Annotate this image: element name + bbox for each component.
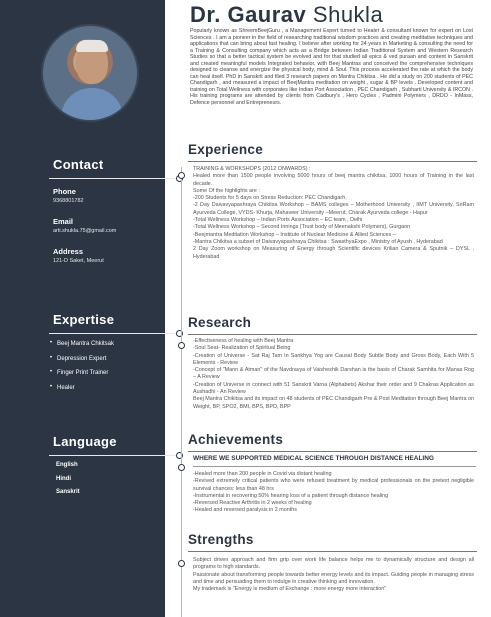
experience-line: -Total Wellness Workshop – Second Innings (Trust body of Meenakshi Polymers), Gurgaon <box>193 224 411 231</box>
experience-line: TRAINING & WORKSHOPS (2012 ONWARDS) : <box>193 166 311 172</box>
experience-line: -Mantra Chikitsa a subset of Daivavyapashraya Chikitsa : SwasthyaExpo , Ministry of Ayush , Hyderabad <box>193 238 443 245</box>
experience-line: 2 Day Zoom workshop on Measuring of Energy through Scientific devices Krilian Camera & Sputnik – DYSL , Hyderabad <box>193 246 474 260</box>
research-line: Beej Mantra Chikitsa and its impact on 48 students of PEC Chandigarh Pre & Post Meditation through Beej Mantra on Weight, BP, SPO2, BMI, BPS, BPD, BPP <box>193 396 474 410</box>
timeline-line <box>181 167 182 617</box>
divider <box>188 551 477 552</box>
expertise-list <box>50 341 114 399</box>
experience-body <box>193 166 474 261</box>
research-line: -Effectiveness of healing with Beej Mantra <box>193 338 294 344</box>
timeline-dot <box>178 172 185 179</box>
language-heading <box>0 434 165 456</box>
divider <box>193 466 476 467</box>
intro-paragraph: Popularly known as ShreemBeejGuru , a Management Expert turned to Healer & consultant known for expert on Lost Sciences . I am a pioneer in the field of researching traditional wisdom practices and creating meditative techniques and applications that can bring about fast healing. I believe after working for 24 years in Marketing & consulting the need for a Training & Consulting company which acts as a Bridge between Indian Traditional System and Western Research Studies so that a better tactical system be evolved and for that studied all epics & ved puraan and content in Sanskrit and created meaningful models Integrated behavior, with Beej Mantras and conceived the comprehensive techniques designed to cleanse and energize the physical body, mind & Soul. This process accelerated the rate at which the body can heal itself. PhD in Sanskrit and filed 3 research papers on Mantra Chikitsa . He did a study on 200 students of PEC Chandigarh , and measured a impact of BeejMantra meditation on weight , sugar & BP levels . Developed content and training on Total Wellness with corporates like Indian Port Association , PEC Chandigarh , Subharti University & IRCON . His training programs are attended by clients from Cadbury's , Hero Cycles , Padmini Polymers , DRDO - InMass, Defence personnel and Entrepreneurs. <box>190 28 473 106</box>
list-item: • Depression Expert <box>50 356 114 362</box>
list-item: Hindi <box>56 475 71 482</box>
research-line: -Concept of "Mann & Atman" of the Navdravya of Vaisheshik Darshan is the basis of Charak Samhita for Manas Rog – A Review <box>193 367 474 381</box>
strength-line: Subject driven approach and firm grip over work life balance helps me to dynamically structure and design all programs to high standards. <box>193 557 474 571</box>
research-line: -Creation of Universe - Sat Raj Tam In Sankhya Yog are Causal Body Subtle Body and Gross Body, Each With 5 Elements - Review <box>193 352 474 366</box>
achievement-line: -Instrumental in recovering 50% hearing loss of a patient through distance healing <box>193 492 389 499</box>
contact-heading <box>0 157 165 179</box>
list-item: Sanskrit <box>56 489 80 495</box>
timeline-dot <box>178 342 185 349</box>
email-value: arti.shukla.75@gmail.com <box>53 228 117 234</box>
list-item: • Healer <box>50 385 114 391</box>
expertise-title: Expertise <box>53 312 115 327</box>
email-label: Email <box>53 217 74 226</box>
research-body <box>193 338 474 411</box>
research-title: Research <box>188 315 252 330</box>
achievement-line: -Healed more than 200 people in Covid via distant healing <box>193 471 332 477</box>
research-line: -Creation of Universe in connect with 51 Sanskrit Varna (Alphabets) Akshar their order and 9 Chakras Application as Aushadhi - An Review <box>193 381 474 396</box>
research-line: -Soul Seat- Realization of Spiritual Being <box>193 345 291 352</box>
experience-line: Some Of the highlights are : <box>193 187 260 194</box>
achievement-line: -Revived extremely critical patients who were refused treatment by medical professionals on the pretext negligible survival chances: less than 48 hrs <box>193 478 474 492</box>
achievements-title: Achievements <box>188 432 284 447</box>
strengths-body <box>193 557 474 593</box>
achievement-line: -Reversed Reactive Arthritis in 2 weeks of healing <box>193 500 312 507</box>
strength-line: Passionate about transforming people towards better energy levels and its impact. Guiding people in managing stress and time and persuading them to indulge in creative thinking and innovation. <box>193 571 474 585</box>
timeline-dot <box>178 560 185 567</box>
page-title <box>190 2 383 28</box>
experience-line: -Total Wellness Workshop – Indian Ports Association – EC team , Delhi <box>193 217 363 224</box>
first-name: Dr. Gaurav <box>190 2 307 27</box>
experience-line: -2 Day Daivavyapashraya Chikitsa Workshop – BAMS colleges – Motherhood University , IIMT University, SriRam Ayurveda College, VYDS- Khurja, Mahaveer University –Meerut, Charak Ayurveda college - Hapur <box>193 202 474 216</box>
phone-label: Phone <box>53 187 76 196</box>
expertise-heading <box>0 312 165 334</box>
strengths-title: Strengths <box>188 532 254 547</box>
divider <box>188 451 477 452</box>
phone-value: 9368801782 <box>53 198 84 204</box>
list-item: • Finger Print Trainer <box>50 370 114 376</box>
contact-title: Contact <box>53 157 104 172</box>
profile-photo <box>41 24 139 122</box>
divider <box>188 161 477 162</box>
address-value: 121-D Saket, Meerut <box>53 258 104 264</box>
list-item: • Beej Mantra Chkitsak <box>50 341 114 347</box>
address-label: Address <box>53 247 84 256</box>
experience-line: -200 Students for 5 days on Stress Reduction: PEC Chandigarh, <box>193 195 347 202</box>
strength-line: My trademark is "Energy is medium of Exchange : more energy more interaction" <box>193 586 387 593</box>
sidebar <box>0 0 165 617</box>
experience-line: -Beejmantra Meditation Workshop – Institute of Nuclear Medicine & Allied Sciences – <box>193 231 396 238</box>
achievement-line: -Healed and reversed paralysis in 2 months <box>193 507 297 514</box>
experience-title: Experience <box>188 142 264 157</box>
divider <box>188 334 477 335</box>
language-title: Language <box>53 434 117 449</box>
language-list <box>56 462 80 503</box>
achievements-subtitle: WHERE WE SUPPORTED MEDICAL SCIENCE THROUGH DISTANCE HEALING <box>193 455 434 462</box>
achievements-body <box>193 471 474 515</box>
list-item: English <box>56 462 78 468</box>
last-name: Shukla <box>312 2 384 27</box>
experience-line: Healed more than 1500 people involving 5000 hours of beej mantra chikitsa, 1000 hours of Training in the last decade. <box>193 173 474 187</box>
timeline-dot <box>178 464 185 471</box>
